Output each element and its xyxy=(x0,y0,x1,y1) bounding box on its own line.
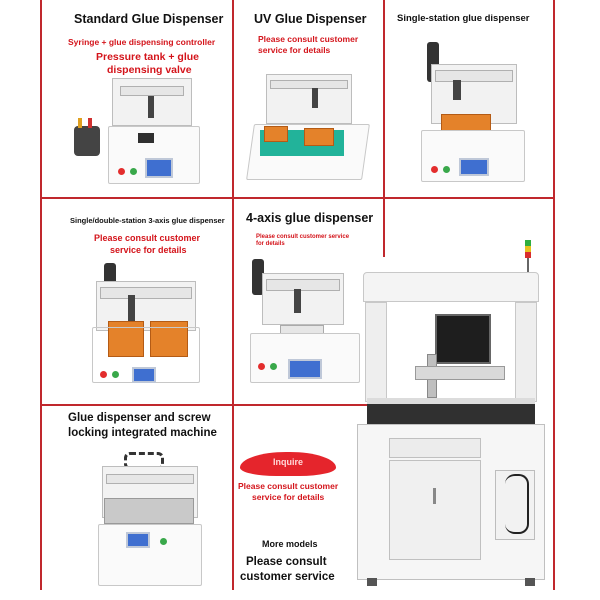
uv-line2: service for details xyxy=(258,45,331,55)
more-line1: Please consult customer xyxy=(238,481,339,491)
consult-line-2: customer service xyxy=(240,571,335,583)
single-machine-image xyxy=(421,40,541,190)
single-title: Single-station glue dispenser xyxy=(397,13,530,24)
consult-line-1: Please consult xyxy=(246,556,327,568)
standard-line1: Syringe + glue dispensing controller xyxy=(68,37,216,47)
more-models-label: More models xyxy=(262,539,318,549)
three-axis-title: Single/double-station 3-axis glue dispenser xyxy=(70,216,225,225)
cell-single-station xyxy=(385,0,553,197)
three-axis-line1: Please consult customer xyxy=(94,233,201,243)
four-axis-title: 4-axis glue dispenser xyxy=(246,211,374,225)
cell-integrated xyxy=(42,406,232,590)
four-axis-line1: Please consult customer service xyxy=(256,234,350,240)
cell-more-models xyxy=(234,406,375,590)
integrated-title-2: locking integrated machine xyxy=(68,427,217,439)
four-axis-line2: for details xyxy=(256,241,285,247)
inquire-badge xyxy=(240,452,336,476)
cell-three-axis xyxy=(42,199,232,404)
more-line2: service for details xyxy=(252,492,325,502)
standard-line3: dispensing valve xyxy=(107,64,192,76)
standard-machine-image xyxy=(72,78,217,188)
cell-standard-dispenser xyxy=(42,0,232,197)
standard-title: Standard Glue Dispenser xyxy=(74,12,224,26)
three-axis-machine-image xyxy=(92,259,222,389)
uv-machine-image xyxy=(246,70,371,190)
integrated-machine-image xyxy=(98,448,218,588)
three-axis-line2: service for details xyxy=(110,245,187,255)
uv-title: UV Glue Dispenser xyxy=(254,12,367,26)
cabinet-machine-image xyxy=(355,238,550,590)
inquire-badge-label: Inquire xyxy=(272,457,303,467)
cell-uv-dispenser xyxy=(234,0,383,197)
integrated-title-1: Glue dispenser and screw xyxy=(68,412,211,424)
standard-line2: Pressure tank + glue xyxy=(96,51,200,63)
cell-four-axis xyxy=(234,199,375,404)
uv-line1: Please consult customer xyxy=(258,34,359,44)
